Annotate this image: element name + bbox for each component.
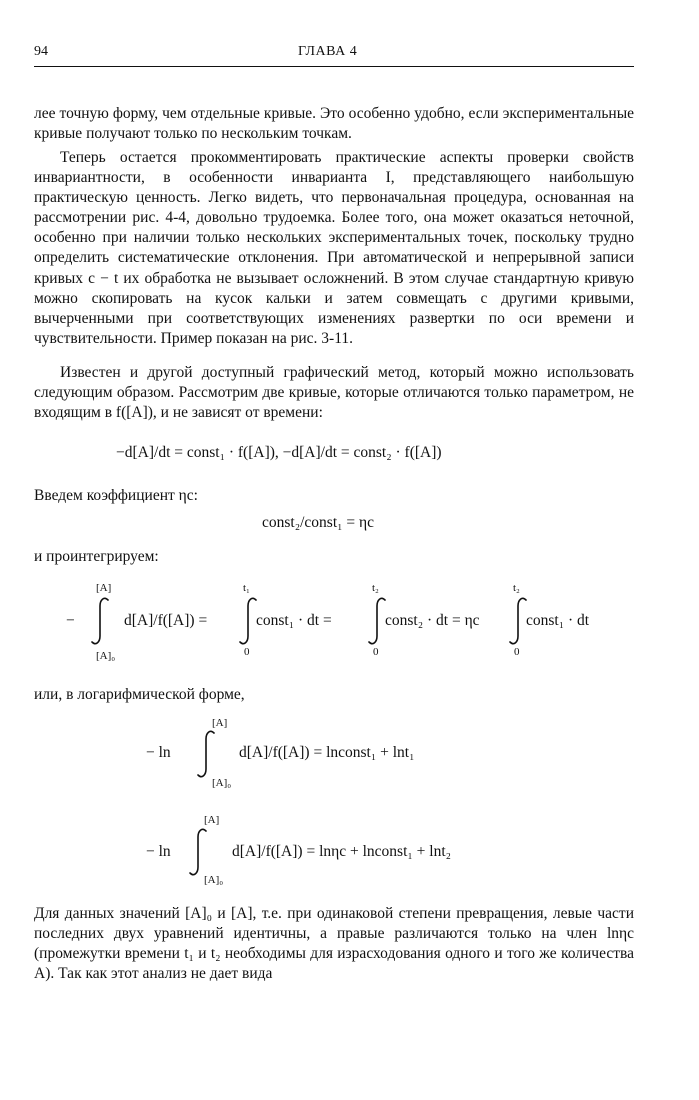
upper-limit-t2-a: t₂ bbox=[372, 582, 379, 594]
upper-limit-A-3: [A] bbox=[204, 814, 220, 826]
chapter-heading: ГЛАВА 4 bbox=[298, 44, 358, 59]
integral-minus-sign: − bbox=[66, 612, 75, 629]
rate-equations: −d[A]/dt = const₁ · f([A]), −d[A]/dt = const₂ · f([A]) bbox=[116, 444, 442, 461]
integral-2-prefix: − ln bbox=[146, 744, 171, 761]
upper-limit-A: [A] bbox=[96, 582, 112, 594]
upper-limit-t2-b: t₂ bbox=[513, 582, 520, 594]
integral-sign-1 bbox=[92, 598, 108, 643]
paragraph-1: лее точную форму, чем отдельные кривые. Это особенно удобно, если экспериментальные кривые получают только по нескольким точкам. bbox=[34, 105, 634, 143]
integral-sign-4 bbox=[510, 598, 526, 643]
lower-limit-A0: [A]₀ bbox=[96, 650, 116, 662]
lower-limit-zero-1: 0 bbox=[244, 646, 250, 658]
integral-sign-2 bbox=[240, 598, 256, 643]
log-form-text: или, в логарифмической форме, bbox=[34, 686, 245, 703]
paragraph-3: Известен и другой доступный графический метод, который можно использовать следующим образом. Рассмотрим две кривые, которые отличаются только параметром, не входящим в f([A]), и не зависят от времени: bbox=[34, 364, 634, 422]
lower-limit-zero-3: 0 bbox=[514, 646, 520, 658]
integral-1-term-1: d[A]/f([A]) = bbox=[124, 612, 208, 629]
integral-sign-3 bbox=[369, 598, 385, 643]
integrate-text: и проинтегрируем: bbox=[34, 548, 159, 565]
upper-limit-t1: t₁ bbox=[243, 582, 250, 594]
coefficient-intro: Введем коэффициент ηc: bbox=[34, 487, 198, 504]
integral-1-term-4: const₁ · dt bbox=[526, 612, 590, 629]
lower-limit-zero-2: 0 bbox=[373, 646, 379, 658]
page-number: 94 bbox=[34, 44, 48, 59]
final-paragraph: Для данных значений [A]₀ и [A], т.е. при одинаковой степени превращения, левые части последних двух уравнений идентичны, а правые различаются только на член lnηc (промежутки времени t₁ и t₂ необходимы для израсходования одного и того же количества A). Так как этот анализ не дает вида bbox=[34, 905, 634, 983]
integral-2-body: d[A]/f([A]) = lnconst₁ + lnt₁ bbox=[239, 744, 415, 761]
lower-limit-A0-3: [A]₀ bbox=[204, 874, 224, 886]
paragraph-2: Теперь остается прокомментировать практические аспекты проверки свойств инвариантности, в особенности инварианта I, представляющего наибольшую практическую ценность. Легко видеть, что первоначальная процедура, основанная на рассмотрении рис. 4-4, довольно трудоемка. Более того, она может оказаться неточной, особенно при наличии только нескольких экспериментальных точек, поскольку трудно определить систематические отклонения. При автоматической и непрерывной записи кривых c − t их обработка не вызывает осложнений. В этом случае стандартную кривую можно скопировать на кусок кальки и затем совмещать с другими кривыми, вычерченными при соответствующих изменениях развертки по оси времени и чувствительности. Пример показан на рис. 3-11. bbox=[34, 149, 634, 347]
integral-1-term-3: const₂ · dt = ηc bbox=[385, 612, 480, 629]
integral-3-prefix: − ln bbox=[146, 843, 171, 860]
lower-limit-A0-2: [A]₀ bbox=[212, 777, 232, 789]
coefficient-definition: const₂/const₁ = ηc bbox=[262, 514, 375, 531]
integral-1-term-2: const₁ · dt = bbox=[256, 612, 332, 629]
integral-sign-5 bbox=[198, 731, 214, 776]
integral-sign-6 bbox=[190, 829, 206, 874]
upper-limit-A-2: [A] bbox=[212, 717, 228, 729]
integral-3-body: d[A]/f([A]) = lnηc + lnconst₁ + lnt₂ bbox=[232, 843, 452, 860]
